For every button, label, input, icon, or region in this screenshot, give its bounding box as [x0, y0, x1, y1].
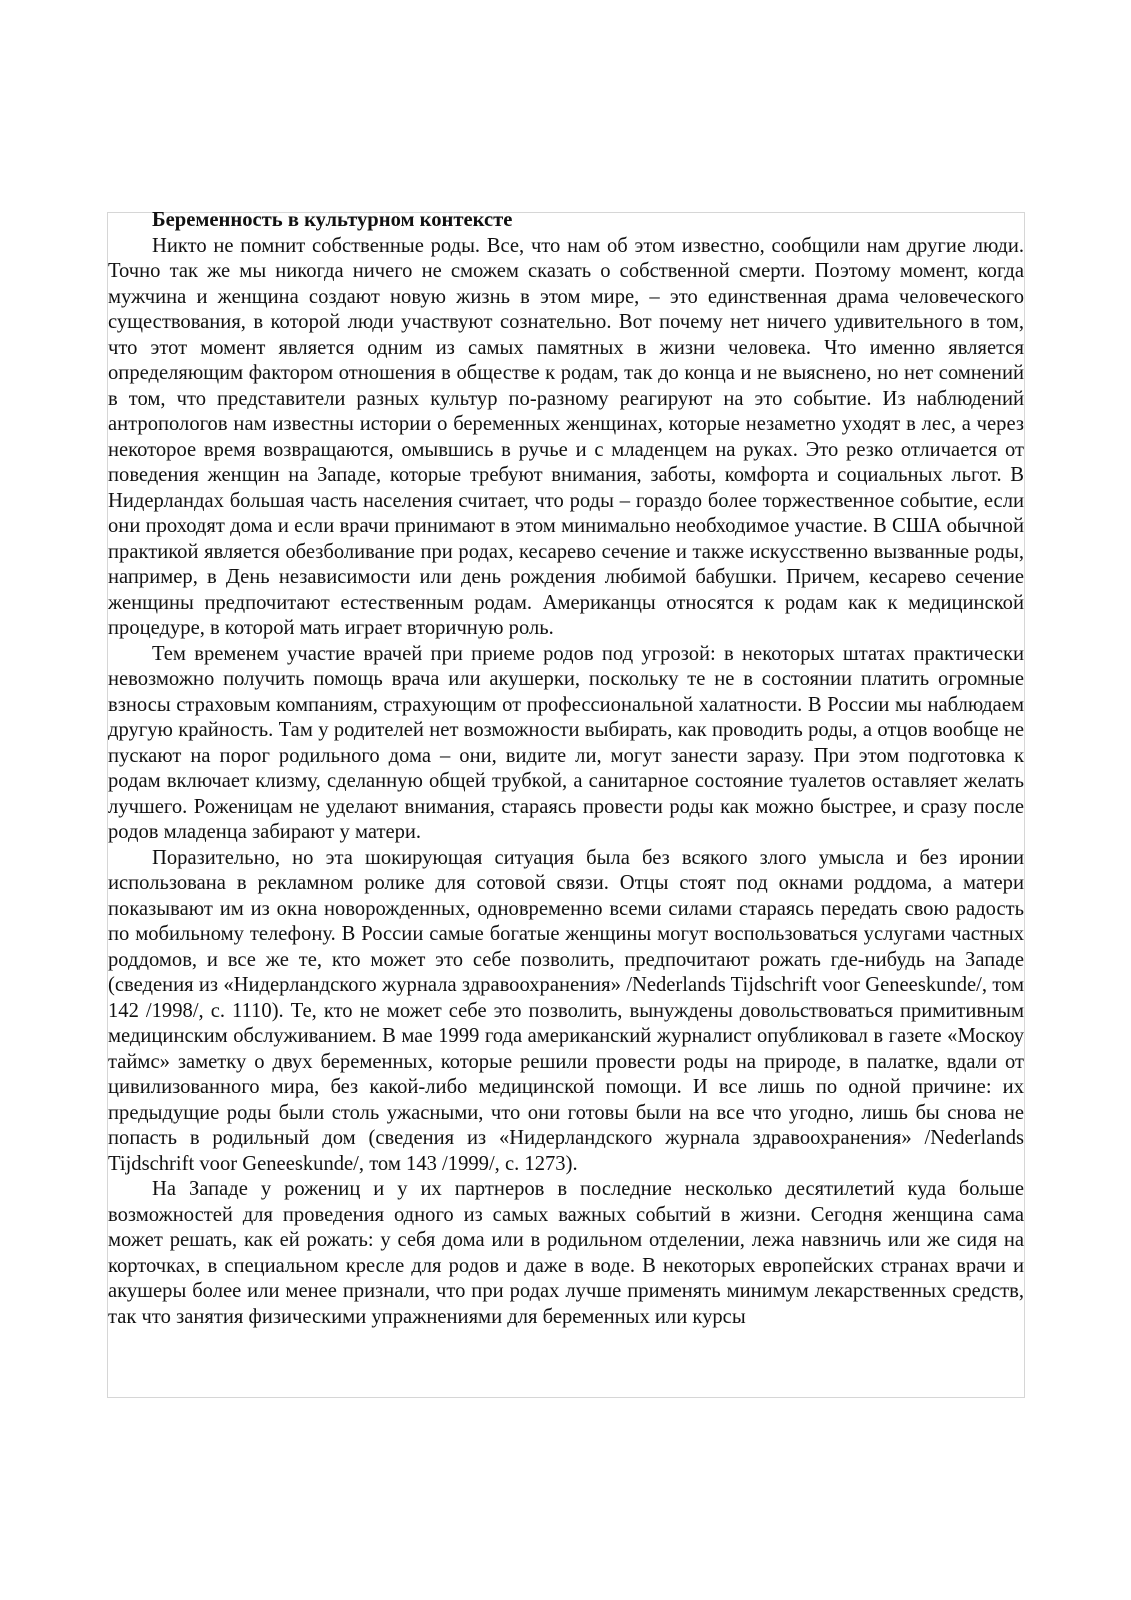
document-body: [108, 208, 1024, 1330]
paragraph-3: Поразительно, но эта шокирующая ситуация была без всякого злого умысла и без иронии использована в рекламном ролике для сотовой связи. Отцы стоят под окнами роддома, а матери показывают им из окна новорожденных, одновременно всеми силами стараясь передать свою радость по мобильному телефону. В России самые богатые женщины могут воспользоваться услугами частных роддомов, и все же те, кто может это себе позволить, предпочитают рожать где-нибудь на Западе (сведения из «Нидерландского журнала здравоохранения» /Nederlands Tijdschrift voor Geneeskunde/, том 142 /1998/, с. 1110). Те, кто не может себе это позволить, вынуждены довольствоваться примитивным медицинским обслуживанием. В мае 1999 года американский журналист опубликовал в газете «Москоу таймс» заметку о двух беременных, которые решили провести роды на природе, в палатке, вдали от цивилизованного мира, без какой-либо медицинской помощи. И все лишь по одной причине: их предыдущие роды были столь ужасными, что они готовы были на все что угодно, лишь бы снова не попасть в родильный дом (сведения из «Нидерландского журнала здравоохранения» /Nederlands Tijdschrift voor Geneeskunde/, том 143 /1999/, с. 1273).: [108, 846, 1024, 1175]
paragraph-1: Никто не помнит собственные роды. Все, что нам об этом известно, сообщили нам другие люди. Точно так же мы никогда ничего не сможем сказать о собственной смерти. Поэтому момент, когда мужчина и женщина создают новую жизнь в этом мире, – это единственная драма человеческого существования, в которой люди участвуют сознательно. Вот почему нет ничего удивительного в том, что этот момент является одним из самых памятных в жизни человека. Что именно является определяющим фактором отношения в обществе к родам, так до конца и не выяснено, но нет сомнений в том, что представители разных культур по-разному реагируют на это событие. Из наблюдений антропологов нам известны истории о беременных женщинах, которые незаметно уходят в лес, а через некоторое время возвращаются, омывшись в ручье и с младенцем на руках. Это резко отличается от поведения женщин на Западе, которые требуют внимания, заботы, комфорта и социальных льгот. В Нидерландах большая часть населения считает, что роды – гораздо более торжественное событие, если они проходят дома и если врачи принимают в этом минимально необходимое участие. В США обычной практикой является обезболивание при родах, кесарево сечение и также искусственно вызванные роды, например, в День независимости или день рождения любимой бабушки. Причем, кесарево сечение женщины предпочитают естественным родам. Американцы относятся к родам как к медицинской процедуре, в которой мать играет вторичную роль.: [108, 234, 1024, 639]
paragraph-4: На Западе у рожениц и у их партнеров в последние несколько десятилетий куда больше возможностей для проведения одного из самых важных событий в жизни. Сегодня женщина сама может решать, как ей рожать: у себя дома или в родильном отделении, лежа навзничь или же сидя на корточках, в специальном кресле для родов и даже в воде. В некоторых европейских странах врачи и акушеры более или менее признали, что при родах лучше применять минимум лекарственных средств, так что занятия физическими упражнениями для беременных или курсы: [108, 1178, 1024, 1328]
paragraph-2: Тем временем участие врачей при приеме родов под угрозой: в некоторых штатах практически невозможно получить помощь врача или акушерки, поскольку те не в состоянии платить огромные взносы страховым компаниям, страхующим от профессиональной халатности. В России мы наблюдаем другую крайность. Там у родителей нет возможности выбирать, как проводить роды, а отцов вообще не пускают на порог родильного дома – они, видите ли, могут занести заразу. При этом подготовка к родам включает клизму, сделанную общей трубкой, а санитарное состояние туалетов оставляет желать лучшего. Роженицам не уделают внимания, стараясь провести роды как можно быстрее, и сразу после родов младенца забирают у матери.: [108, 642, 1024, 843]
document-heading: Беременность в культурном контексте: [152, 209, 513, 231]
